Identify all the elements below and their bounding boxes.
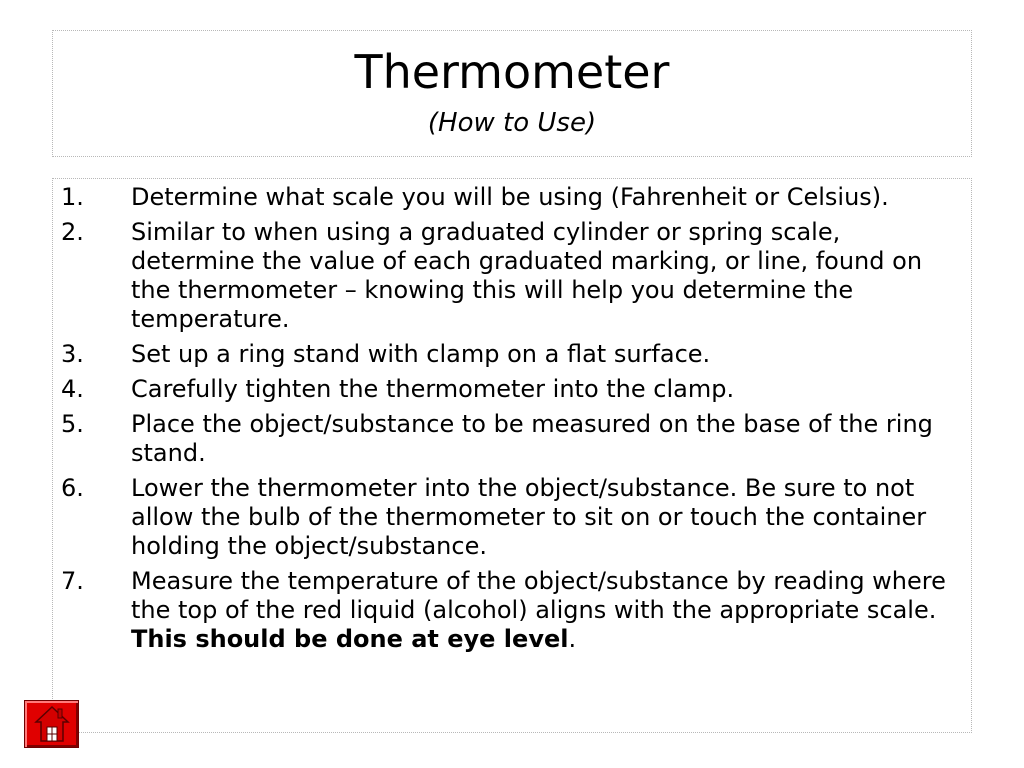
step-number: 4. bbox=[61, 375, 84, 403]
step-number: 3. bbox=[61, 340, 84, 368]
list-item bbox=[61, 218, 961, 334]
step-text-main: Measure the temperature of the object/substance by reading where the top of the red liquid (alcohol) aligns with the appropriate scale. bbox=[131, 567, 946, 624]
home-button[interactable] bbox=[24, 700, 79, 748]
step-text: Carefully tighten the thermometer into the clamp. bbox=[131, 375, 735, 403]
list-item bbox=[61, 474, 961, 561]
step-text-end: . bbox=[568, 625, 577, 653]
list-item bbox=[61, 567, 961, 654]
step-text: Place the object/substance to be measured on the base of the ring stand. bbox=[131, 410, 933, 467]
list-item bbox=[61, 183, 961, 212]
step-text: Lower the thermometer into the object/substance. Be sure to not allow the bulb of the thermometer to sit on or touch the container holding the object/substance. bbox=[131, 474, 927, 560]
steps-list bbox=[61, 183, 961, 660]
list-item bbox=[61, 340, 961, 369]
slide-subtitle: (How to Use) bbox=[427, 108, 597, 138]
step-number: 1. bbox=[61, 183, 84, 211]
list-item bbox=[61, 410, 961, 468]
step-number: 7. bbox=[61, 567, 84, 595]
step-text-emphasis: This should be done at eye level bbox=[131, 625, 569, 653]
step-text: Determine what scale you will be using (Fahrenheit or Celsius). bbox=[131, 183, 889, 211]
content-placeholder bbox=[52, 178, 972, 733]
step-text bbox=[131, 567, 961, 654]
title-placeholder bbox=[52, 30, 972, 157]
step-number: 6. bbox=[61, 474, 84, 502]
list-item bbox=[61, 375, 961, 404]
step-text: Set up a ring stand with clamp on a flat surface. bbox=[131, 340, 711, 368]
slide-title: Thermometer bbox=[354, 45, 670, 99]
step-number: 5. bbox=[61, 410, 84, 438]
step-number: 2. bbox=[61, 218, 84, 246]
home-icon bbox=[34, 705, 70, 743]
step-text: Similar to when using a graduated cylinder or spring scale, determine the value of each graduated marking, or line, found on the thermometer – knowing this will help you determine the temperature. bbox=[131, 218, 923, 333]
